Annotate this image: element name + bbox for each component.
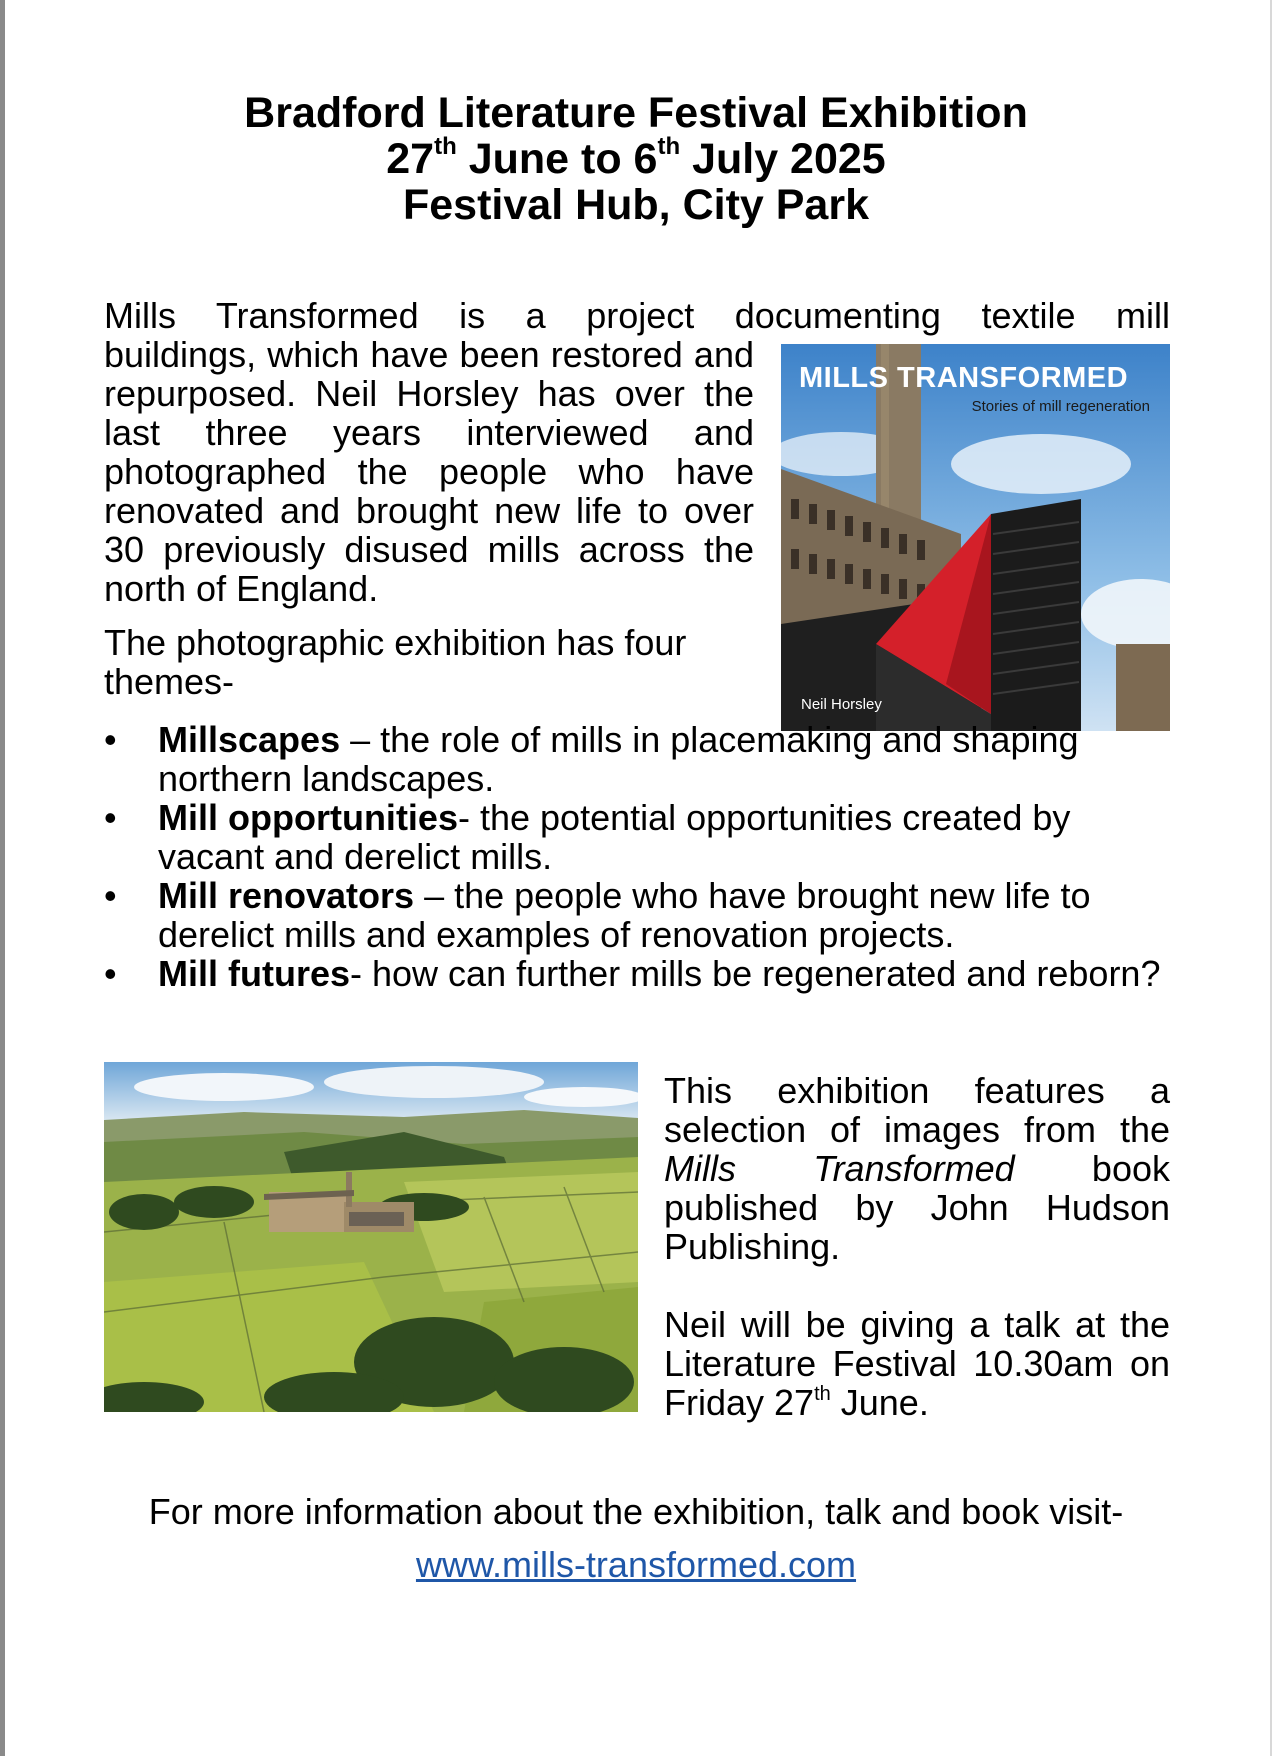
date-start-day: 27 (386, 135, 435, 183)
landscape-artwork (104, 1062, 638, 1412)
theme-item (104, 720, 1174, 798)
themes-intro: The photographic exhibition has four themes- (104, 622, 687, 702)
mill-landscape-photo (104, 1062, 638, 1412)
exhibition-dates (0, 132, 1272, 183)
date-end-suffix: th (657, 132, 681, 160)
book-paragraph-end: book published by John Hudson Publishing. (664, 1148, 1170, 1267)
theme-name: Mill renovators (158, 875, 415, 916)
theme-item (104, 876, 1174, 954)
talk-paragraph (664, 1305, 1170, 1422)
theme-text: - the potential opportunities created by vacant and derelict mills. (158, 797, 1071, 877)
bullet: • (104, 719, 117, 760)
date-start-suffix: th (434, 132, 457, 160)
theme-item (104, 954, 1174, 993)
theme-name: Mill futures (158, 953, 351, 994)
cover-title: MILLS TRANSFORMED (799, 362, 1129, 394)
theme-name: Mill opportunities (158, 797, 458, 838)
date-end: July 2025 (680, 135, 886, 183)
page-title: Bradford Literature Festival Exhibition (244, 89, 1028, 137)
page-header (0, 90, 1272, 228)
book-paragraph (664, 1071, 1170, 1266)
bullet: • (104, 875, 117, 916)
talk-paragraph-end: June. (830, 1382, 929, 1423)
exhibition-details (664, 1071, 1170, 1422)
bullet: • (104, 797, 117, 838)
website-link[interactable]: www.mills-transformed.com (415, 1544, 857, 1585)
theme-text: - how can further mills be regenerated and reborn? (350, 953, 1161, 994)
more-info-text: For more information about the exhibition, talk and book visit- (148, 1491, 1124, 1532)
talk-paragraph-start: Neil will be giving a talk at the Literature Festival 10.30am on Friday 27 (664, 1304, 1170, 1423)
date-middle: June to 6 (456, 135, 658, 183)
book-paragraph-start: This exhibition features a selection of images from the (664, 1070, 1170, 1150)
intro-first-line: Mills Transformed is a project documenting textile mill (104, 295, 1170, 336)
themes-list (104, 720, 1174, 993)
theme-item (104, 798, 1174, 876)
venue: Festival Hub, City Park (403, 181, 869, 229)
theme-text: – the role of mills in placemaking and shaping northern landscapes. (158, 719, 1079, 799)
cover-subtitle: Stories of mill regeneration (971, 398, 1150, 415)
book-title: Mills Transformed (664, 1148, 1015, 1189)
bullet: • (104, 953, 117, 994)
theme-name: Millscapes (158, 719, 341, 760)
website-link-row (0, 1545, 1272, 1584)
intro-paragraph: buildings, which have been restored and repurposed. Neil Horsley has over the last three years interviewed and photographed the people who have renovated and brought new life to over 30 previously disused mills across the north of England. (104, 334, 754, 609)
cover-author: Neil Horsley (801, 696, 882, 713)
talk-date-suffix: th (814, 1383, 831, 1405)
theme-text: – the people who have brought new life to derelict mills and examples of renovation projects. (158, 875, 1091, 955)
book-cover-image (781, 344, 1170, 731)
